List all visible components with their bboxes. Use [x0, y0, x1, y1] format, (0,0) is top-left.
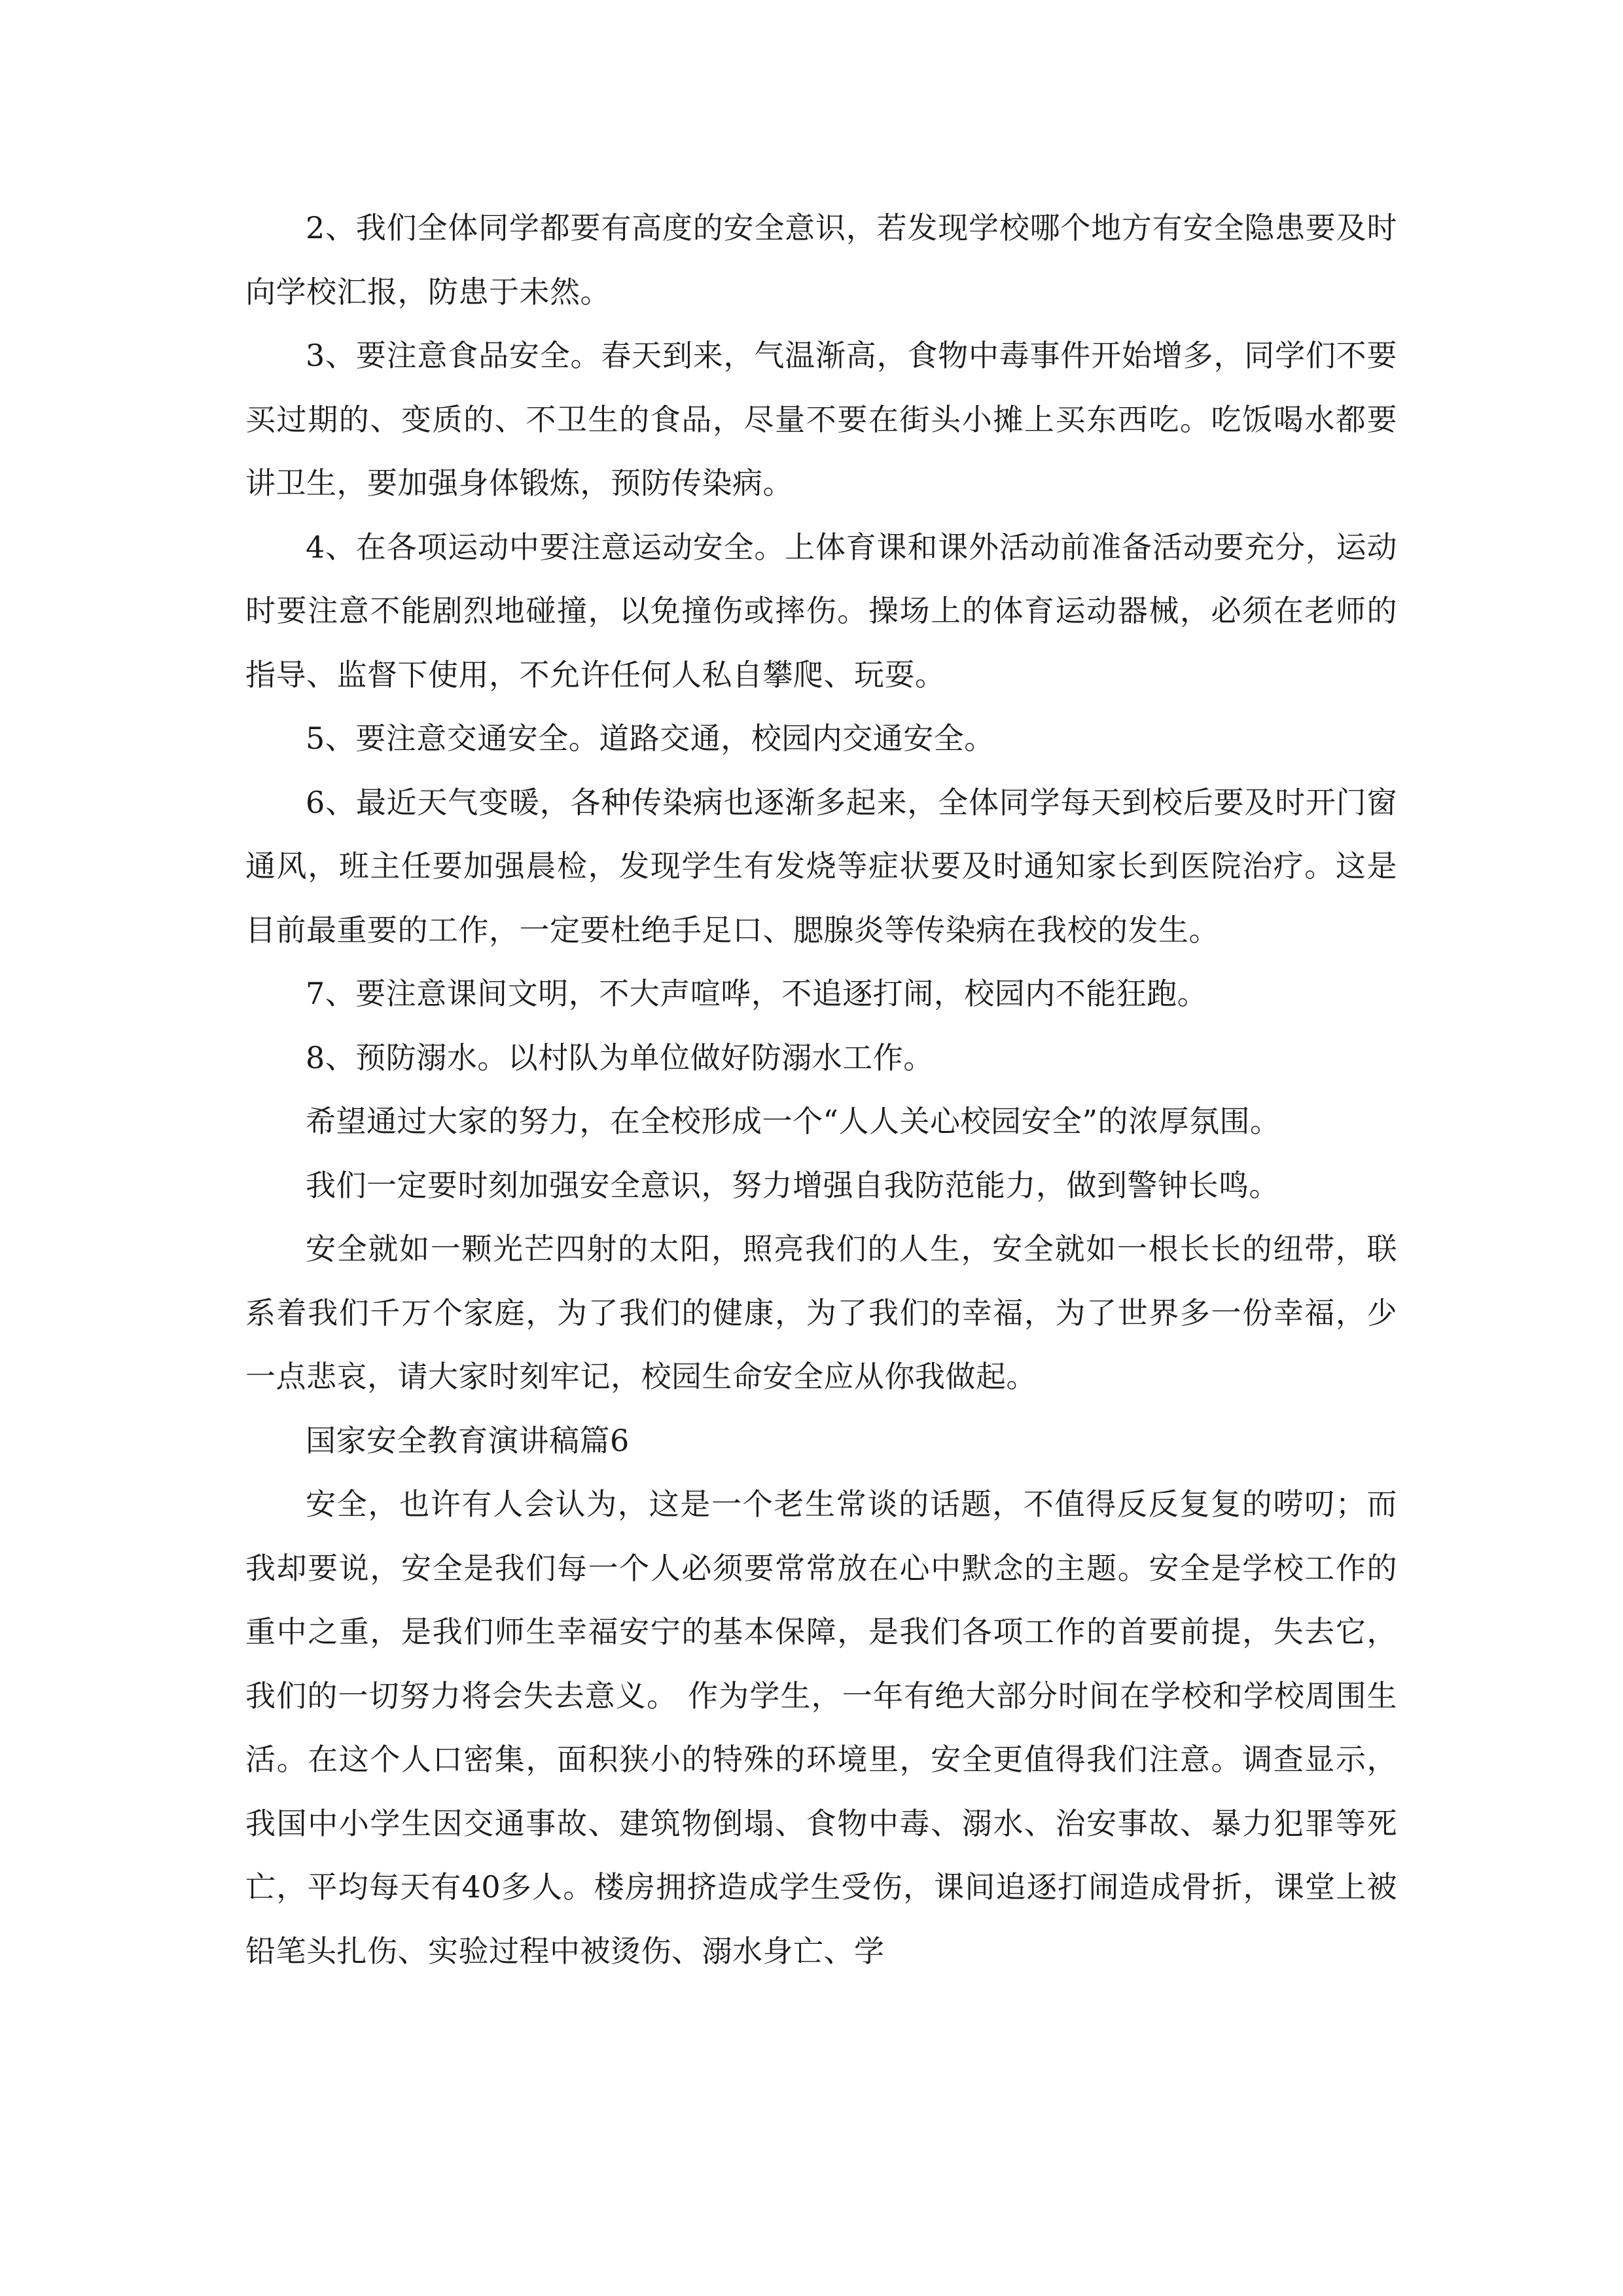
paragraph-item-4: 4、在各项运动中要注意运动安全。上体育课和课外活动前准备活动要充分，运动时要注意不能剧烈地碰撞，以免撞伤或摔伤。操场上的体育运动器械，必须在老师的指导、监督下使用，不允许任何人私自攀爬、玩耍。 [245, 529, 1397, 692]
paragraph-item-2: 2、我们全体同学都要有高度的安全意识，若发现学校哪个地方有安全隐患要及时向学校汇报，防患于未然。 [245, 210, 1397, 310]
paragraph-item-6: 6、最近天气变暖，各种传染病也逐渐多起来，全体同学每天到校后要及时开门窗通风，班主任要加强晨检，发现学生有发烧等症状要及时通知家长到医院治疗。这是目前最重要的工作，一定要杜绝手足口、腮腺炎等传染病在我校的发生。 [245, 784, 1397, 948]
section-heading: 国家安全教育演讲稿篇6 [306, 1422, 630, 1458]
paragraph-item-5: 5、要注意交通安全。道路交通，校园内交通安全。 [306, 721, 995, 756]
paragraph-speech-6: 安全，也许有人会认为，这是一个老生常谈的话题，不值得反反复复的唠叨；而我却要说，安全是我们每一个人必须要常常放在心中默念的主题。安全是学校工作的重中之重，是我们师生幸福安宁的基本保障，是我们各项工作的首要前提，失去它，我们的一切努力将会失去意义。 作为学生，一年有绝大部分时间在学校和学校周围生活。在这个人口密集，面积狭小的特殊的环境里，安全更值得我们注意。调查显示，我国中小学生因交通事故、建筑物倒塌、食物中毒、溺水、治安事故、暴力犯罪等死亡，平均每天有40多人。楼房拥挤造成学生受伤，课间追逐打闹造成骨折，课堂上被铅笔头扎伤、实验过程中被烫伤、溺水身亡、学 [245, 1486, 1397, 1969]
paragraph-hope: 希望通过大家的努力，在全校形成一个“人人关心校园安全”的浓厚氛围。 [306, 1103, 1281, 1139]
paragraph-awareness: 我们一定要时刻加强安全意识，努力增强自我防范能力，做到警钟长鸣。 [306, 1167, 1279, 1203]
paragraph-item-8: 8、预防溺水。以村队为单位做好防溺水工作。 [306, 1039, 934, 1075]
paragraph-sun-metaphor: 安全就如一颗光芒四射的太阳，照亮我们的人生，安全就如一根长长的纽带，联系着我们千万个家庭，为了我们的健康，为了我们的幸福，为了世界多一份幸福，少一点悲哀，请大家时刻牢记，校园生命安全应从你我做起。 [245, 1231, 1397, 1394]
paragraph-item-7: 7、要注意课间文明，不大声喧哗，不追逐打闹，校园内不能狂跑。 [306, 976, 1208, 1011]
paragraph-item-3: 3、要注意食品安全。春天到来，气温渐高，食物中毒事件开始增多，同学们不要买过期的、变质的、不卫生的食品，尽量不要在街头小摊上买东西吃。吃饭喝水都要讲卫生，要加强身体锻炼，预防传染病。 [245, 338, 1397, 501]
body-text [245, 196, 1397, 1983]
